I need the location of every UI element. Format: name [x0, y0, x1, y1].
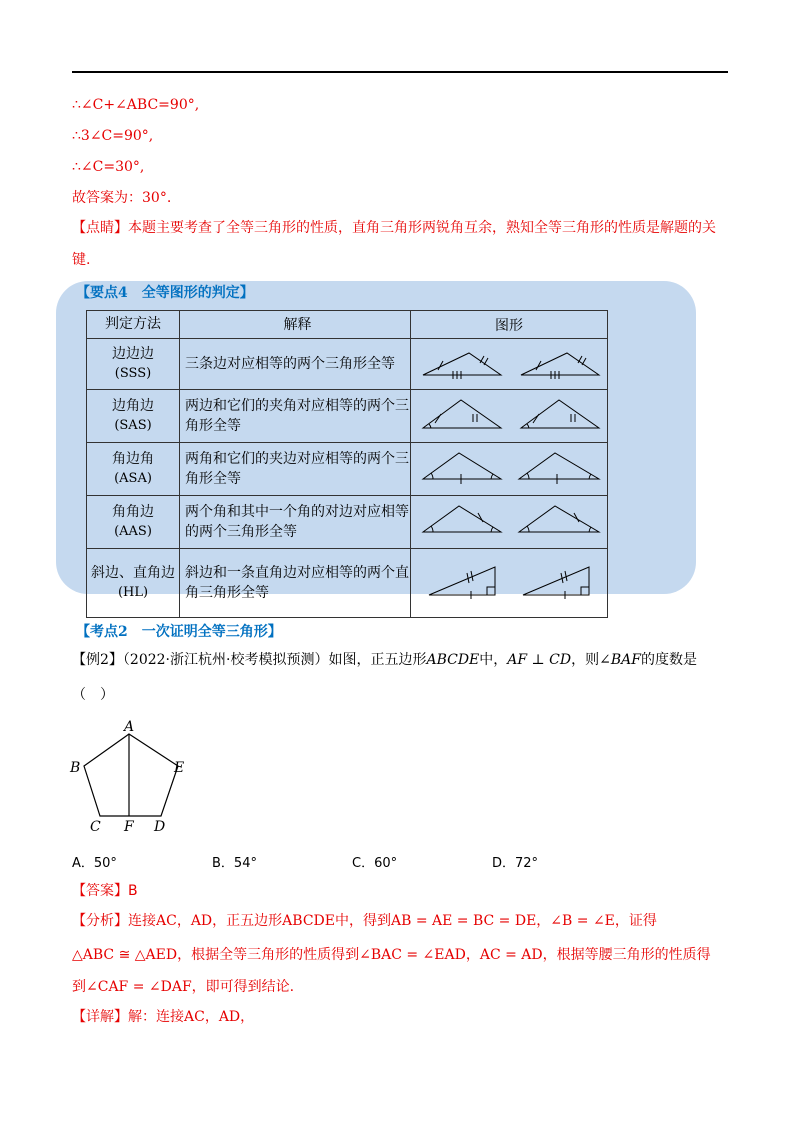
figure-cell: [411, 496, 608, 549]
analysis-line-3: 到∠CAF = ∠DAF，即可得到结论.: [72, 979, 295, 995]
desc-cell: 两角和它们的夹边对应相等的两个三角形全等: [180, 443, 411, 496]
comment-line-1: [72, 219, 716, 237]
figure-cell: [411, 549, 608, 618]
vertex-e-label: E: [174, 760, 185, 776]
method-abbr: (HL): [117, 585, 149, 600]
table-header-row: [87, 311, 608, 339]
answer-line: [72, 882, 138, 900]
header-figure: 图形: [411, 311, 608, 339]
option-b[interactable]: B．54°: [212, 856, 257, 871]
analysis-text-1: 连接AC，AD，正五边形ABCDE中，得到AB = AE = BC = DE，∠B = ∠E，证得: [128, 913, 657, 929]
point-f-label: F: [124, 819, 134, 835]
method-abbr: (SSS): [114, 366, 152, 381]
comment-line-2: 键.: [72, 252, 91, 268]
solution-line-2: ∴3∠C=90°,: [72, 128, 154, 144]
method-cell: [87, 496, 180, 549]
option-c[interactable]: C．60°: [352, 856, 398, 871]
method-cell: [87, 443, 180, 496]
method-abbr: (AAS): [114, 524, 152, 539]
solution-line-1: ∴∠C+∠ABC=90°,: [72, 97, 200, 113]
angle-name: ∠BAF: [599, 652, 641, 668]
figure-cell: [411, 390, 608, 443]
analysis-line-1: [72, 912, 657, 930]
vertex-b-label: B: [70, 760, 81, 776]
question-tag: 【例2】: [72, 652, 123, 668]
perpendicular-relation: AF ⊥ CD: [507, 652, 572, 668]
method-cell: [87, 339, 180, 390]
desc-cell: 两边和它们的夹角对应相等的两个三角形全等: [180, 390, 411, 443]
header-method: 判定方法: [87, 311, 180, 339]
detail-line: [72, 1008, 254, 1026]
detail-tag: 【详解】: [72, 1009, 128, 1025]
figure-cell: [411, 339, 608, 390]
solution-line-3: ∴∠C=30°,: [72, 159, 145, 175]
question-line: [72, 651, 697, 669]
method-name: 角角边: [112, 504, 154, 520]
sas-figure: [411, 390, 607, 438]
option-a[interactable]: A．50°: [72, 856, 117, 871]
asa-figure: [411, 443, 607, 491]
question-source: （2022·浙江杭州·校考模拟预测）如图，正五边形: [122, 652, 427, 668]
table-row: [87, 339, 608, 390]
desc-cell: 斜边和一条直角边对应相等的两个直角三角形全等: [180, 549, 411, 618]
congruence-criteria-table: [86, 310, 608, 618]
header-rule: [72, 71, 728, 73]
method-abbr: (ASA): [114, 471, 152, 486]
desc-cell: 两个角和其中一个角的对边对应相等的两个三角形全等: [180, 496, 411, 549]
method-abbr: (SAS): [114, 418, 152, 433]
method-name: 边角边: [112, 398, 154, 414]
option-d[interactable]: D．72°: [492, 856, 539, 871]
answer-tag: 【答案】: [72, 883, 128, 899]
keypoint-title: 【要点4 全等图形的判定】: [76, 285, 254, 301]
analysis-tag: 【分析】: [72, 913, 128, 929]
polygon-name: ABCDE: [426, 652, 480, 668]
sss-figure: [411, 339, 607, 385]
vertex-a-label: A: [124, 719, 135, 735]
desc-cell: 三条边对应相等的两个三角形全等: [180, 339, 411, 390]
method-name: 斜边、直角边: [91, 565, 175, 581]
exam-point-title: 【考点2 一次证明全等三角形】: [76, 624, 282, 640]
hl-figure: [411, 549, 607, 613]
table-row: [87, 390, 608, 443]
vertex-d-label: D: [154, 819, 166, 835]
table-row: [87, 443, 608, 496]
method-cell: [87, 390, 180, 443]
vertex-c-label: C: [90, 819, 101, 835]
comment-tag: 【点睛】: [72, 220, 128, 236]
header-explanation: 解释: [180, 311, 411, 339]
figure-cell: [411, 443, 608, 496]
aas-figure: [411, 496, 607, 544]
method-cell: [87, 549, 180, 618]
comment-text-a: 本题主要考查了全等三角形的性质，直角三角形两锐角互余，熟知全等三角形的性质是解题的关: [128, 220, 716, 236]
method-name: 边边边: [112, 346, 154, 362]
answer-value: B: [128, 883, 138, 899]
table-row: [87, 496, 608, 549]
detail-text: 解：连接AC，AD，: [128, 1009, 255, 1025]
question-mid2: ，则: [571, 652, 600, 668]
question-end: 的度数是: [640, 652, 697, 668]
table-row: [87, 549, 608, 618]
solution-line-4: 故答案为：30°.: [72, 190, 172, 206]
pentagon-figure: [66, 716, 206, 836]
analysis-line-2: △ABC ≅ △AED，根据全等三角形的性质得到∠BAC = ∠EAD，AC = AD，根据等腰三角形的性质得: [72, 947, 711, 963]
method-name: 角边角: [112, 451, 154, 467]
question-paren: （ ）: [72, 687, 114, 703]
question-mid: 中，: [479, 652, 508, 668]
